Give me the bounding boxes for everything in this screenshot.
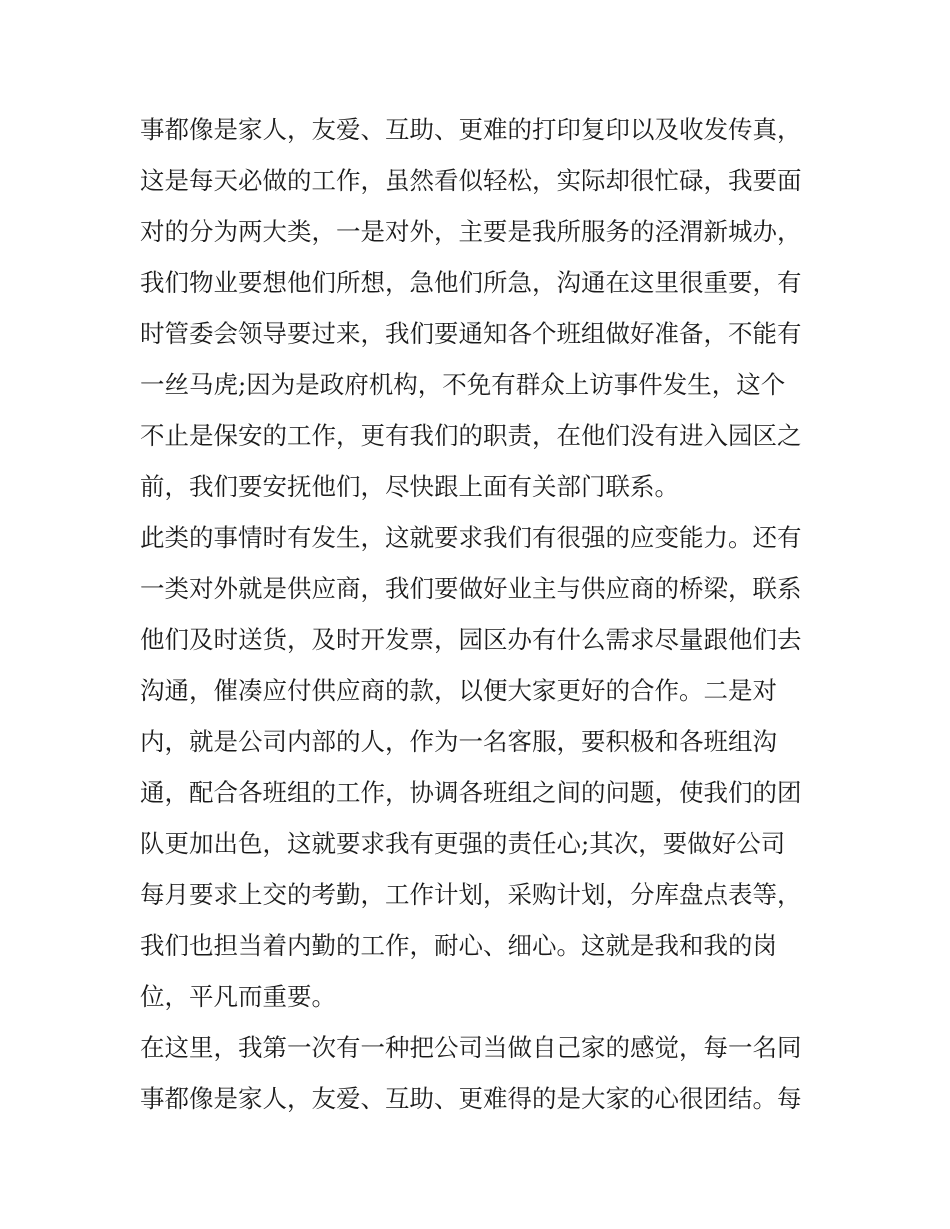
text-line: 通，配合各班组的工作，协调各班组之间的问题，使我们的团 (140, 778, 802, 807)
text-line: 不止是保安的工作，更有我们的职责，在他们没有进入园区之 (140, 421, 802, 450)
text-line: 内，就是公司内部的人，作为一名客服，要积极和各班组沟 (140, 727, 777, 756)
text-line: 沟通，催凑应付供应商的款，以便大家更好的合作。二是对 (140, 676, 777, 705)
body-text (140, 104, 820, 1124)
text-line: 时管委会领导要过来，我们要通知各个班组做好准备，不能有 (140, 319, 802, 348)
text-line: 一类对外就是供应商，我们要做好业主与供应商的桥梁，联系 (140, 574, 802, 603)
text-line: 事都像是家人，友爱、互助、更难得的是大家的心很团结。每 (140, 1084, 802, 1113)
text-line: 在这里，我第一次有一种把公司当做自己家的感觉，每一名同 (140, 1033, 802, 1062)
text-line: 我们物业要想他们所想，急他们所急，沟通在这里很重要，有 (140, 268, 802, 297)
text-line: 每月要求上交的考勤，工作计划，采购计划，分库盘点表等， (140, 880, 802, 909)
text-line: 一丝马虎;因为是政府机构，不免有群众上访事件发生，这个 (140, 370, 786, 399)
text-line: 他们及时送货，及时开发票，园区办有什么需求尽量跟他们去 (140, 625, 802, 654)
text-line: 对的分为两大类，一是对外，主要是我所服务的泾渭新城办， (140, 217, 802, 246)
text-line: 这是每天必做的工作，虽然看似轻松，实际却很忙碌，我要面 (140, 166, 802, 195)
text-line: 位，平凡而重要。 (140, 982, 336, 1011)
text-line: 队更加出色，这就要求我有更强的责任心;其次，要做好公司 (140, 829, 786, 858)
text-line: 我们也担当着内勤的工作，耐心、细心。这就是我和我的岗 (140, 931, 777, 960)
text-line: 前，我们要安抚他们，尽快跟上面有关部门联系。 (140, 472, 679, 501)
text-line: 事都像是家人，友爱、互助、更难的打印复印以及收发传真， (140, 115, 802, 144)
text-line: 此类的事情时有发生，这就要求我们有很强的应变能力。还有 (140, 523, 802, 552)
